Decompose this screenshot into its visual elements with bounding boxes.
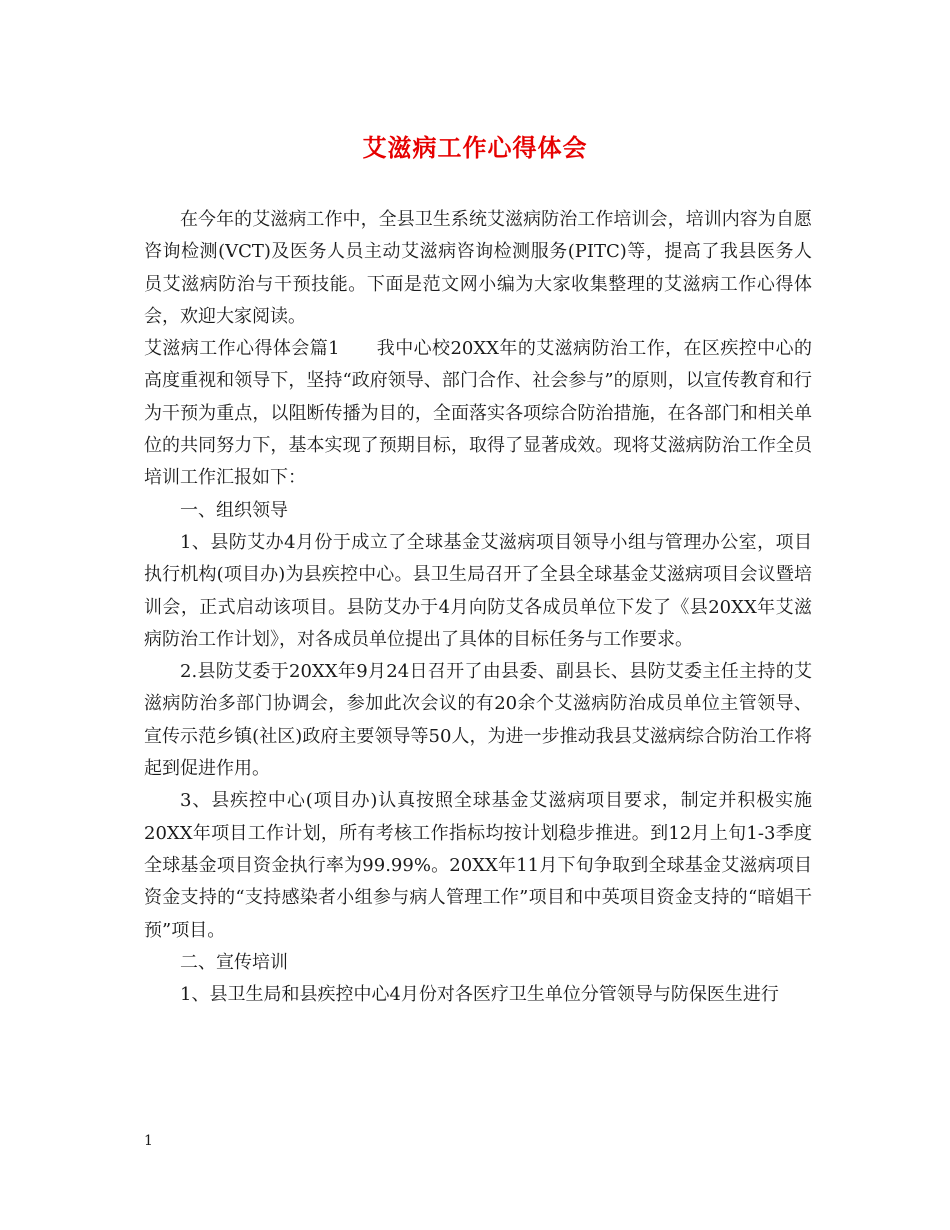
- document-title: 艾滋病工作心得体会: [362, 133, 588, 162]
- section-heading: 一、组织领导: [180, 499, 288, 521]
- body-paragraph: 3、县疾控中心(项目办)认真按照全球基金艾滋病项目要求，制定并积极实施20XX年项目工作计划，所有考核工作指标均按计划稳步推进。到12月上旬1-3季度全球基金项目资金执行率为99.99%。20XX年11月下旬争取到全球基金艾滋病项目资金支持的“支持感染者小组参与病人管理工作”项目和中英项目资金支持的“暗娼干预”项目。: [144, 790, 812, 941]
- section-heading: 二、宣传培训: [180, 951, 288, 973]
- body-paragraph: 1、县防艾办4月份于成立了全球基金艾滋病项目领导小组与管理办公室，项目执行机构(项目办)为县疾控中心。县卫生局召开了全县全球基金艾滋病项目会议暨培训会，正式启动该项目。县防艾办于4月向防艾各成员单位下发了《县20XX年艾滋病防治工作计划》，对各成员单位提出了具体的目标任务与工作要求。: [144, 531, 812, 650]
- body-paragraph: 1、县卫生局和县疾控中心4月份对各医疗卫生单位分管领导与防保医生进行: [180, 984, 779, 1006]
- intro-paragraph: 在今年的艾滋病工作中，全县卫生系统艾滋病防治工作培训会，培训内容为自愿咨询检测(VCT)及医务人员主动艾滋病咨询检测服务(PITC)等，提高了我县医务人员艾滋病防治与干预技能。下面是范文网小编为大家收集整理的艾滋病工作心得体会，欢迎大家阅读。: [144, 209, 812, 327]
- body-paragraph: 2.县防艾委于20XX年9月24日召开了由县委、副县长、县防艾委主任主持的艾滋病防治多部门协调会，参加此次会议的有20余个艾滋病防治成员单位主管领导、宣传示范乡镇(社区)政府主要领导等50人，为进一步推动我县艾滋病综合防治工作将起到促进作用。: [144, 661, 812, 780]
- document-body: [144, 204, 812, 1011]
- page-number: 1: [144, 1133, 153, 1149]
- section-paragraph: 艾滋病工作心得体会篇1 我中心校20XX年的艾滋病防治工作，在区疾控中心的高度重视和领导下，坚持“政府领导、部门合作、社会参与”的原则，以宣传教育和行为干预为重点，以阻断传播为目的，全面落实各项综合防治措施，在各部门和相关单位的共同努力下，基本实现了预期目标，取得了显著成效。现将艾滋病防治工作全员培训工作汇报如下：: [144, 338, 812, 489]
